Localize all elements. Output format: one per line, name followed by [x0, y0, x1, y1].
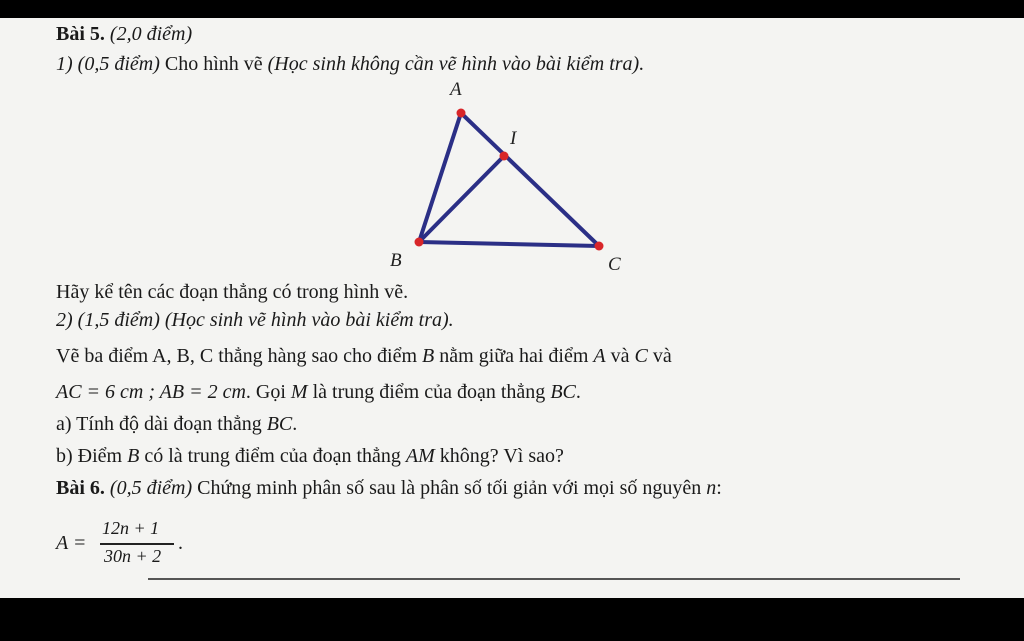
q2-line2 — [56, 380, 581, 404]
q2-var-M: M — [290, 381, 308, 403]
label-B: B — [390, 250, 402, 271]
qb-text1: b) Điểm — [56, 445, 123, 467]
bai6-points: (0,5 điểm) — [109, 477, 193, 499]
bai6-label: Bài 6. — [56, 477, 105, 499]
bai5-heading — [56, 22, 192, 46]
point-I — [500, 152, 509, 161]
q2-lengths: AC = 6 cm ; AB = 2 cm — [56, 381, 246, 403]
label-I: I — [510, 128, 517, 149]
qb-var-AM: AM — [405, 445, 435, 467]
screen-bottom-bar — [0, 598, 1024, 641]
q2-line1 — [56, 344, 672, 368]
q2-line2-text: . Gọi — [245, 381, 286, 403]
qa-text: a) Tính độ dài đoạn thẳng — [56, 413, 262, 435]
q1-line — [56, 52, 644, 76]
qb-var-B: B — [127, 445, 140, 467]
q2-var-A: A — [593, 345, 606, 367]
bai6-line — [56, 476, 722, 500]
figure-segments — [419, 113, 599, 246]
bottom-rule — [148, 578, 960, 580]
fraction-numerator: 12n + 1 — [102, 518, 160, 538]
q2-var-BC: BC — [550, 381, 576, 403]
qa-line — [56, 412, 297, 436]
q1-ask: Hãy kể tên các đoạn thẳng có trong hình vẽ. — [56, 281, 409, 303]
label-C: C — [608, 254, 621, 275]
q2-heading — [56, 308, 454, 332]
q2-var-C: C — [634, 345, 648, 367]
label-A: A — [450, 79, 462, 100]
q1-note: (Học sinh không cần vẽ hình vào bài kiểm tra). — [267, 53, 645, 75]
segment-BC — [419, 242, 599, 246]
qb-text2: có là trung điểm của đoạn thẳng — [144, 445, 401, 467]
triangle-svg — [380, 76, 640, 294]
bai6-var-n: n — [706, 477, 717, 499]
document-page — [0, 18, 1024, 598]
bai5-label: Bài 5. — [56, 23, 105, 45]
qa-end: . — [292, 413, 298, 435]
qa-var-BC: BC — [266, 413, 293, 435]
triangle-figure — [380, 76, 640, 294]
fraction-lhs: A = — [56, 532, 87, 554]
q2-line2-end: . — [575, 381, 581, 403]
bai5-points: (2,0 điểm) — [109, 23, 193, 45]
q2-line2-rest: là trung điểm của đoạn thẳng — [312, 381, 546, 403]
point-C — [595, 242, 604, 251]
fraction-end: . — [178, 532, 183, 554]
bai6-text: Chứng minh phân số sau là phân số tối giản với mọi số nguyên — [197, 477, 702, 499]
bai6-colon: : — [716, 477, 722, 499]
qb-text3: không? Vì sao? — [439, 445, 564, 467]
point-A — [457, 109, 466, 118]
q1-points: 1) (0,5 điểm) — [56, 53, 160, 75]
q2-line1-and: và — [610, 345, 630, 367]
q2-line1-c: nằm giữa hai điểm — [439, 345, 589, 367]
q2-var-B: B — [422, 345, 435, 367]
figure-points — [415, 109, 604, 251]
q1-text: Cho hình vẽ — [164, 53, 263, 75]
q2-line1-a: Vẽ ba điểm A, B, C thẳng hàng sao cho điểm — [56, 345, 418, 367]
q2-points: 2) (1,5 điểm) — [56, 309, 160, 331]
q2-note: (Học sinh vẽ hình vào bài kiểm tra). — [164, 309, 454, 331]
fraction-bar — [100, 543, 174, 545]
qb-line — [56, 444, 564, 468]
q2-line1-and2: và — [652, 345, 672, 367]
point-B — [415, 238, 424, 247]
fraction-denominator: 30n + 2 — [104, 546, 162, 566]
